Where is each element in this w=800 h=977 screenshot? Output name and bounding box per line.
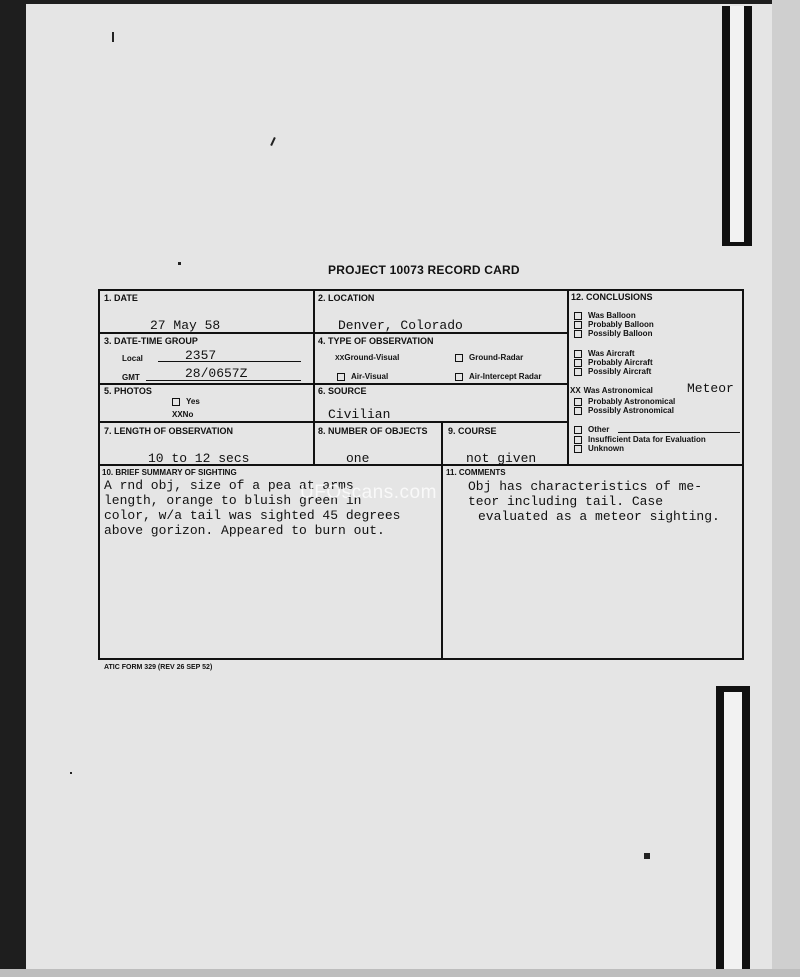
- conclusion-text: Probably Astronomical: [588, 397, 676, 406]
- checkbox-icon: [574, 426, 582, 434]
- checkbox-icon: [574, 407, 582, 415]
- other-line: [618, 432, 740, 433]
- photos-yes-text: Yes: [186, 397, 200, 406]
- local-line: [158, 361, 301, 362]
- conclusion-was-aircraft: [574, 349, 635, 358]
- summary-line: color, w/a tail was sighted 45 degrees: [104, 508, 401, 523]
- checkbox-icon: [574, 321, 582, 329]
- conclusion-possibly-balloon: [574, 329, 652, 338]
- comments-line: teor including tail. Case: [468, 494, 664, 509]
- conclusion-probably-astronomical: [574, 397, 675, 406]
- page-edge-bottom: [0, 969, 800, 977]
- meteor-note: Meteor: [687, 381, 734, 396]
- checkbox-icon: [172, 398, 180, 406]
- conclusion-probably-aircraft: [574, 358, 653, 367]
- air-intercept-option: [455, 372, 541, 381]
- conclusion-text: Insufficient Data for Evaluation: [588, 435, 706, 444]
- ground-visual-mark: XX: [335, 355, 345, 362]
- card-title: PROJECT 10073 RECORD CARD: [328, 263, 520, 277]
- conclusion-probably-balloon: [574, 320, 654, 329]
- course-value: not given: [466, 451, 537, 466]
- summary-line: above gorizon. Appeared to burn out.: [104, 523, 385, 538]
- form-id: ATIC FORM 329 (REV 26 SEP 52): [104, 664, 213, 671]
- scan-speck: [644, 853, 650, 859]
- scan-speck: [112, 32, 114, 42]
- comments-line: Obj has characteristics of me-: [468, 479, 703, 494]
- date-value: 27 May 58: [150, 318, 221, 333]
- checkbox-icon: [574, 330, 582, 338]
- length-value: 10 to 12 secs: [148, 451, 250, 466]
- objects-value: one: [346, 451, 370, 466]
- checkbox-icon: [574, 312, 582, 320]
- summary-label: 10. BRIEF SUMMARY OF SIGHTING: [102, 468, 237, 477]
- scan-speck: [178, 262, 181, 265]
- checkbox-icon: [574, 436, 582, 444]
- conclusions-label: 12. CONCLUSIONS: [571, 292, 653, 302]
- source-value: Civilian: [328, 407, 391, 422]
- photos-no-option: [172, 410, 193, 419]
- location-value: Denver, Colorado: [338, 318, 463, 333]
- checkbox-icon: [574, 368, 582, 376]
- divider: [98, 383, 569, 385]
- source-label: 6. SOURCE: [318, 386, 367, 396]
- conclusion-text: Possibly Aircraft: [588, 367, 652, 376]
- local-value: 2357: [185, 348, 217, 363]
- summary-line: A rnd obj, size of a pea at arms: [104, 478, 354, 493]
- conclusion-text: Probably Balloon: [588, 320, 654, 329]
- ground-radar-text: Ground-Radar: [469, 353, 524, 362]
- gmt-value: 28/0657Z: [185, 366, 248, 381]
- page-edge: [772, 0, 800, 977]
- conclusion-text: Unknown: [588, 444, 624, 453]
- gmt-label: GMT: [122, 373, 140, 382]
- photos-no-text: No: [182, 410, 194, 419]
- conclusion-text: Was Astronomical: [583, 386, 653, 395]
- film-strip-bottom-inner: [724, 692, 742, 969]
- comments-label: 11. COMMENTS: [446, 468, 506, 477]
- conclusion-was-balloon: [574, 311, 636, 320]
- conclusion-text: Was Balloon: [588, 311, 636, 320]
- checkbox-icon: [455, 373, 463, 381]
- location-label: 2. LOCATION: [318, 293, 375, 303]
- conclusion-other: [574, 425, 609, 434]
- local-label: Local: [122, 354, 143, 363]
- conclusion-text: Possibly Balloon: [588, 329, 653, 338]
- photos-label: 5. PHOTOS: [104, 386, 152, 396]
- scan-speck: [70, 772, 72, 774]
- conclusion-possibly-astronomical: [574, 406, 674, 415]
- photos-yes-option: [172, 397, 200, 406]
- conclusion-text: Probably Aircraft: [588, 358, 653, 367]
- checkbox-icon: [574, 445, 582, 453]
- watermark: UFOscans.com: [300, 482, 437, 503]
- checkbox-icon: [574, 350, 582, 358]
- objects-label: 8. NUMBER OF OBJECTS: [318, 426, 428, 436]
- course-label: 9. COURSE: [448, 426, 497, 436]
- conclusion-insufficient: [574, 435, 706, 444]
- conclusion-possibly-aircraft: [574, 367, 651, 376]
- air-visual-option: [337, 372, 388, 381]
- film-strip-top-inner: [730, 6, 744, 242]
- length-label: 7. LENGTH OF OBSERVATION: [104, 426, 234, 436]
- conclusion-text: Possibly Astronomical: [588, 406, 674, 415]
- conclusion-text: Was Aircraft: [588, 349, 635, 358]
- checkbox-icon: [574, 359, 582, 367]
- divider: [567, 289, 569, 465]
- divider: [441, 421, 443, 465]
- checkbox-icon: [574, 398, 582, 406]
- air-visual-text: Air-Visual: [351, 372, 389, 381]
- date-label: 1. DATE: [104, 293, 138, 303]
- divider: [313, 289, 315, 465]
- ground-visual-text: Ground-Visual: [344, 353, 400, 362]
- ground-radar-option: [455, 353, 523, 362]
- photos-no-mark: XX: [172, 410, 183, 419]
- conclusion-was-astronomical: [570, 386, 653, 395]
- summary-line: length, orange to bluish green in: [104, 493, 362, 508]
- checkbox-icon: [337, 373, 345, 381]
- comments-line: evaluated as a meteor sighting.: [478, 509, 720, 524]
- checkbox-icon: [455, 354, 463, 362]
- dtg-label: 3. DATE-TIME GROUP: [104, 336, 198, 346]
- conclusion-text: Other: [588, 425, 610, 434]
- type-label: 4. TYPE OF OBSERVATION: [318, 336, 434, 346]
- ground-visual-option: [335, 353, 399, 362]
- astronomical-mark: XX: [570, 386, 581, 395]
- air-intercept-text: Air-Intercept Radar: [469, 372, 542, 381]
- conclusion-unknown: [574, 444, 624, 453]
